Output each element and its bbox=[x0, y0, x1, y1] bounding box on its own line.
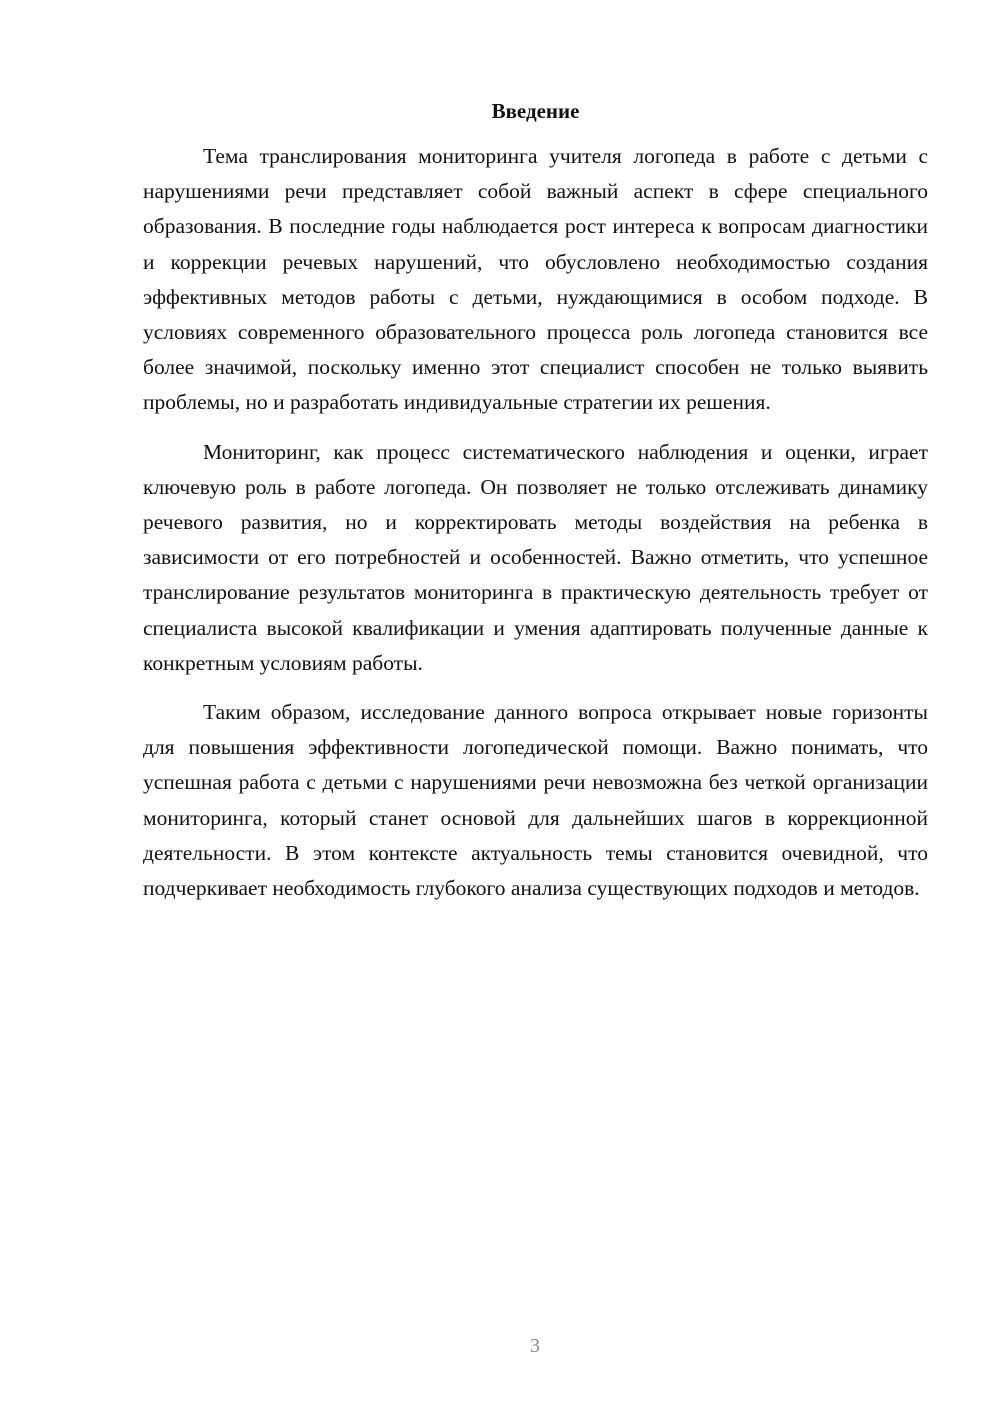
paragraph-2: Мониторинг, как процесс систематического наблюдения и оценки, играет ключевую роль в работе логопеда. Он позволяет не только отслеживать динамику речевого развития, но и корректировать методы воздействия на ребенка в зависимости от его потребностей и особенностей. Важно отметить, что успешное транслирование результатов мониторинга в практическую деятельность требует от специалиста высокой квалификации и умения адаптировать полученные данные к конкретным условиям работы. bbox=[143, 439, 928, 675]
section-title: Введение bbox=[491, 99, 580, 123]
paragraph-1: Тема транслирования мониторинга учителя логопеда в работе с детьми с нарушениями речи представляет собой важный аспект в сфере специального образования. В последние годы наблюдается рост интереса к вопросам диагностики и коррекции речевых нарушений, что обусловлено необходимостью создания эффективных методов работы с детьми, нуждающимися в особом подходе. В условиях современного образовательного процесса роль логопеда становится все более значимой, поскольку именно этот специалист способен не только выявить проблемы, но и разработать индивидуальные стратегии их решения. bbox=[143, 144, 928, 415]
page-content bbox=[143, 96, 928, 920]
page-number: 3 bbox=[530, 1335, 540, 1357]
paragraph-3: Таким образом, исследование данного вопроса открывает новые горизонты для повышения эффективности логопедической помощи. Важно понимать, что успешная работа с детьми с нарушениями речи невозможна без четкой организации мониторинга, который станет основой для дальнейших шагов в коррекционной деятельности. В этом контексте актуальность темы становится очевидной, что подчеркивает необходимость глубокого анализа существующих подходов и методов. bbox=[143, 700, 928, 901]
